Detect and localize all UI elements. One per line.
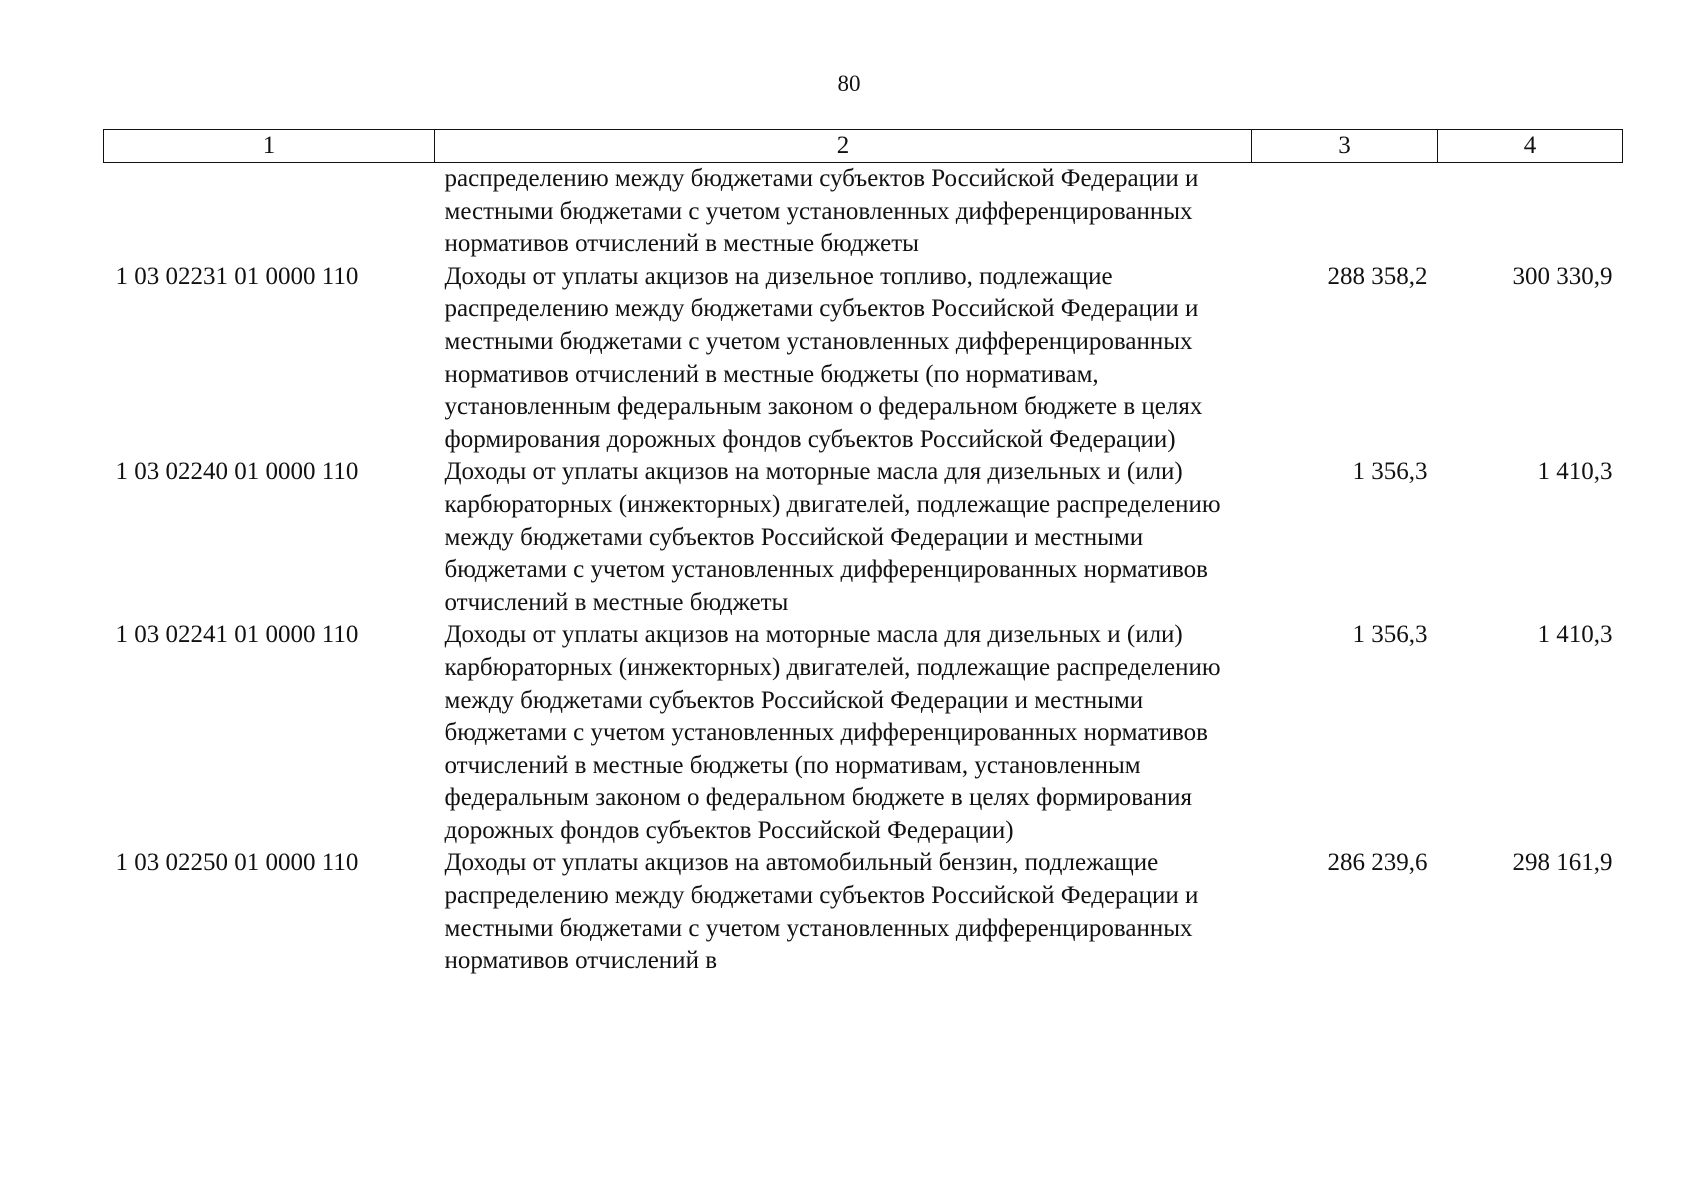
row-value-col3: 1 356,3	[1352, 458, 1428, 486]
row-name: Доходы от уплаты акцизов на дизельное топливо, подлежащие распределению между бюджетами субъектов Российской Федерации и местными бюджетами с учетом установленных дифференцированных нормативов отчислений в местные бюджеты (по нормативам, установленным федеральным законом о федеральном бюджете в целях формирования дорожных фондов субъектов Российской Федерации)	[444, 262, 1203, 453]
table-row	[104, 619, 1623, 847]
row-name: Доходы от уплаты акцизов на моторные масла для дизельных и (или) карбюраторных (инжекторных) двигателей, подлежащие распределению между бюджетами субъектов Российской Федерации и местными бюджетами с учетом установленных дифференцированных нормативов отчислений в местные бюджеты (по нормативам, установленным федеральным законом о федеральном бюджете в целях формирования дорожных фондов субъектов Российской Федерации)	[444, 621, 1221, 844]
row-code: 1 03 02250 01 0000 110	[115, 849, 359, 877]
budget-revenue-table	[103, 129, 1623, 978]
row-value-col3	[1252, 163, 1438, 261]
header-row	[104, 130, 1623, 163]
row-name: Доходы от уплаты акцизов на моторные масла для дизельных и (или) карбюраторных (инжекторных) двигателей, подлежащие распределению между бюджетами субъектов Российской Федерации и местными бюджетами с учетом установленных дифференцированных нормативов отчислений в местные бюджеты	[444, 458, 1221, 616]
row-code: 1 03 02240 01 0000 110	[115, 458, 359, 486]
row-code: 1 03 02241 01 0000 110	[115, 621, 359, 649]
table-row	[104, 261, 1623, 457]
row-value-col3: 1 356,3	[1352, 621, 1428, 649]
row-name: Доходы от уплаты акцизов на автомобильный бензин, подлежащие распределению между бюджетами субъектов Российской Федерации и местными бюджетами с учетом установленных дифференцированных нормативов отчислений в	[444, 849, 1199, 975]
row-value-col3: 286 239,6	[1327, 849, 1428, 877]
table-row	[104, 456, 1623, 619]
header-col-3: 3	[1252, 130, 1438, 163]
table-row	[104, 847, 1623, 977]
row-value-col4	[1438, 163, 1623, 261]
row-value-col4: 1 410,3	[1537, 621, 1613, 649]
row-value-col4: 1 410,3	[1537, 458, 1613, 486]
row-value-col3: 288 358,2	[1327, 262, 1428, 290]
table-row	[104, 163, 1623, 261]
row-value-col4: 300 330,9	[1512, 262, 1613, 290]
header-col-1: 1	[104, 130, 435, 163]
row-code: 1 03 02231 01 0000 110	[115, 262, 359, 290]
header-col-4: 4	[1438, 130, 1623, 163]
row-value-col4: 298 161,9	[1512, 849, 1613, 877]
row-code	[104, 163, 435, 261]
table-header	[104, 130, 1623, 163]
page-number: 80	[837, 71, 861, 96]
table-body	[104, 163, 1623, 978]
header-col-2: 2	[435, 130, 1252, 163]
row-name: распределению между бюджетами субъектов Российской Федерации и местными бюджетами с учетом установленных дифференцированных нормативов отчислений в местные бюджеты	[444, 165, 1199, 258]
